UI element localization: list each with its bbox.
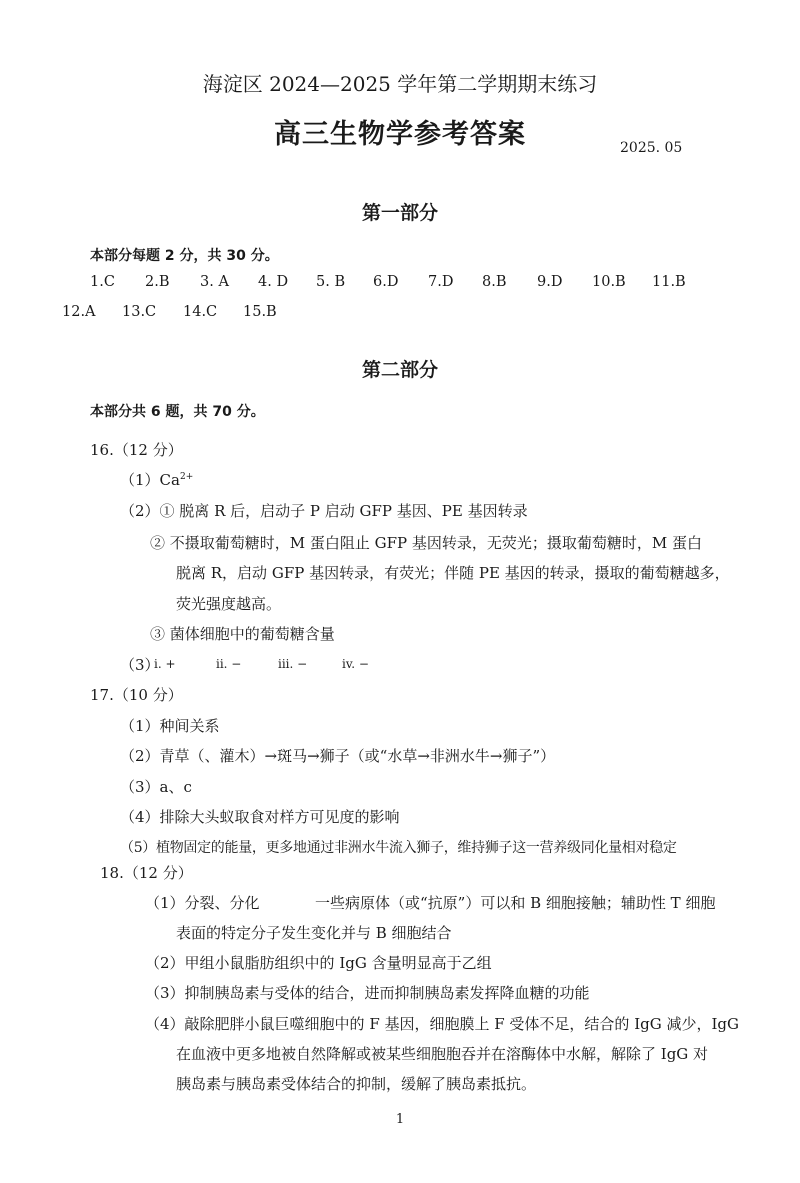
part1-heading: 第一部分 — [361, 202, 438, 224]
answer-item: 14.C — [183, 304, 218, 320]
answer-item: 8.B — [482, 274, 507, 290]
part2-note: 本部分共 6 题，共 70 分。 — [90, 404, 265, 420]
answer-item: 13.C — [122, 304, 157, 320]
answer-item: 7.D — [428, 274, 454, 290]
answer-item: 9.D — [537, 274, 563, 290]
answer-item: 12.A — [62, 304, 96, 320]
q16-answer-2-1: （2）① 脱离 R 后，启动子 P 启动 GFP 基因、PE 基因转录 — [120, 502, 528, 520]
q16-answer-2-3: ③ 菌体细胞中的葡萄糖含量 — [150, 625, 335, 643]
q16-answer-1 — [120, 469, 193, 490]
answer-item: 10.B — [592, 274, 626, 290]
q17-answer-2: （2）青草（、灌木）→斑马→狮子（或“水草→非洲水牛→狮子”） — [120, 747, 556, 765]
q16-answer-2-2-line2: 脱离 R，启动 GFP 基因转录，有荧光；伴随 PE 基因的转录，摄取的葡萄糖越多， — [176, 564, 730, 582]
q18-answer-1-part-b: 一些病原体（或“抗原”）可以和 B 细胞接触；辅助性 T 细胞 — [315, 894, 716, 912]
q17-answer-3: （3）a、c — [120, 778, 192, 796]
q17-answer-4: （4）排除大头蚁取食对样方可见度的影响 — [120, 808, 400, 826]
q16-answer-1-charge: 2+ — [179, 472, 194, 482]
q17-answer-1: （1）种间关系 — [120, 717, 220, 735]
q16-answer-3-label: （3） — [120, 656, 160, 674]
q16-answer-1-text: （1）Ca — [120, 471, 180, 489]
q18-answer-4-line1: （4）敲除肥胖小鼠巨噬细胞中的 F 基因，细胞膜上 F 受体不足，结合的 IgG 减少，IgG — [145, 1015, 739, 1033]
answer-item: 3. A — [200, 274, 229, 290]
part1-note: 本部分每题 2 分，共 30 分。 — [90, 248, 279, 264]
q16-answer-3-item: iv. − — [342, 657, 369, 671]
document-date: 2025. 05 — [620, 140, 683, 156]
page-number: 1 — [395, 1112, 405, 1127]
q18-answer-1-line2: 表面的特定分子发生变化并与 B 细胞结合 — [176, 924, 452, 942]
part2-heading: 第二部分 — [361, 359, 438, 381]
q18-answer-1-part-a: （1）分裂、分化 — [145, 894, 260, 912]
q18-answer-4-line3: 胰岛素与胰岛素受体结合的抑制，缓解了胰岛素抵抗。 — [176, 1075, 537, 1093]
answer-item: 5. B — [316, 274, 346, 290]
exam-header: 海淀区 2024—2025 学年第二学期期末练习 — [202, 72, 598, 96]
answer-item: 11.B — [652, 274, 686, 290]
answer-item: 1.C — [90, 274, 115, 290]
q18-answer-4-line2: 在血液中更多地被自然降解或被某些细胞胞吞并在溶酶体中水解，解除了 IgG 对 — [176, 1045, 709, 1063]
q16-answer-2-2-line1: ② 不摄取葡萄糖时，M 蛋白阻止 GFP 基因转录，无荧光；摄取葡萄糖时，M 蛋白 — [150, 534, 703, 552]
q16-answer-3-item: iii. − — [278, 657, 308, 671]
q16-answer-3-item: ii. − — [216, 657, 242, 671]
q16-answer-2-2-line3: 荧光强度越高。 — [176, 595, 282, 613]
q17-answer-5: （5）植物固定的能量，更多地通过非洲水牛流入狮子，维持狮子这一营养级同化量相对稳定 — [120, 840, 677, 856]
q16-answer-3-item: i. + — [154, 657, 176, 671]
answer-item: 6.D — [373, 274, 399, 290]
answer-item: 4. D — [258, 274, 289, 290]
q17-heading: 17.（10 分） — [90, 686, 183, 704]
document-title: 高三生物学参考答案 — [274, 119, 526, 150]
q18-answer-3: （3）抑制胰岛素与受体的结合，进而抑制胰岛素发挥降血糖的功能 — [145, 984, 590, 1002]
q16-heading: 16.（12 分） — [90, 441, 183, 459]
answer-item: 15.B — [243, 304, 277, 320]
answer-item: 2.B — [145, 274, 170, 290]
q18-heading: 18.（12 分） — [100, 864, 193, 882]
q18-answer-2: （2）甲组小鼠脂肪组织中的 IgG 含量明显高于乙组 — [145, 954, 492, 972]
